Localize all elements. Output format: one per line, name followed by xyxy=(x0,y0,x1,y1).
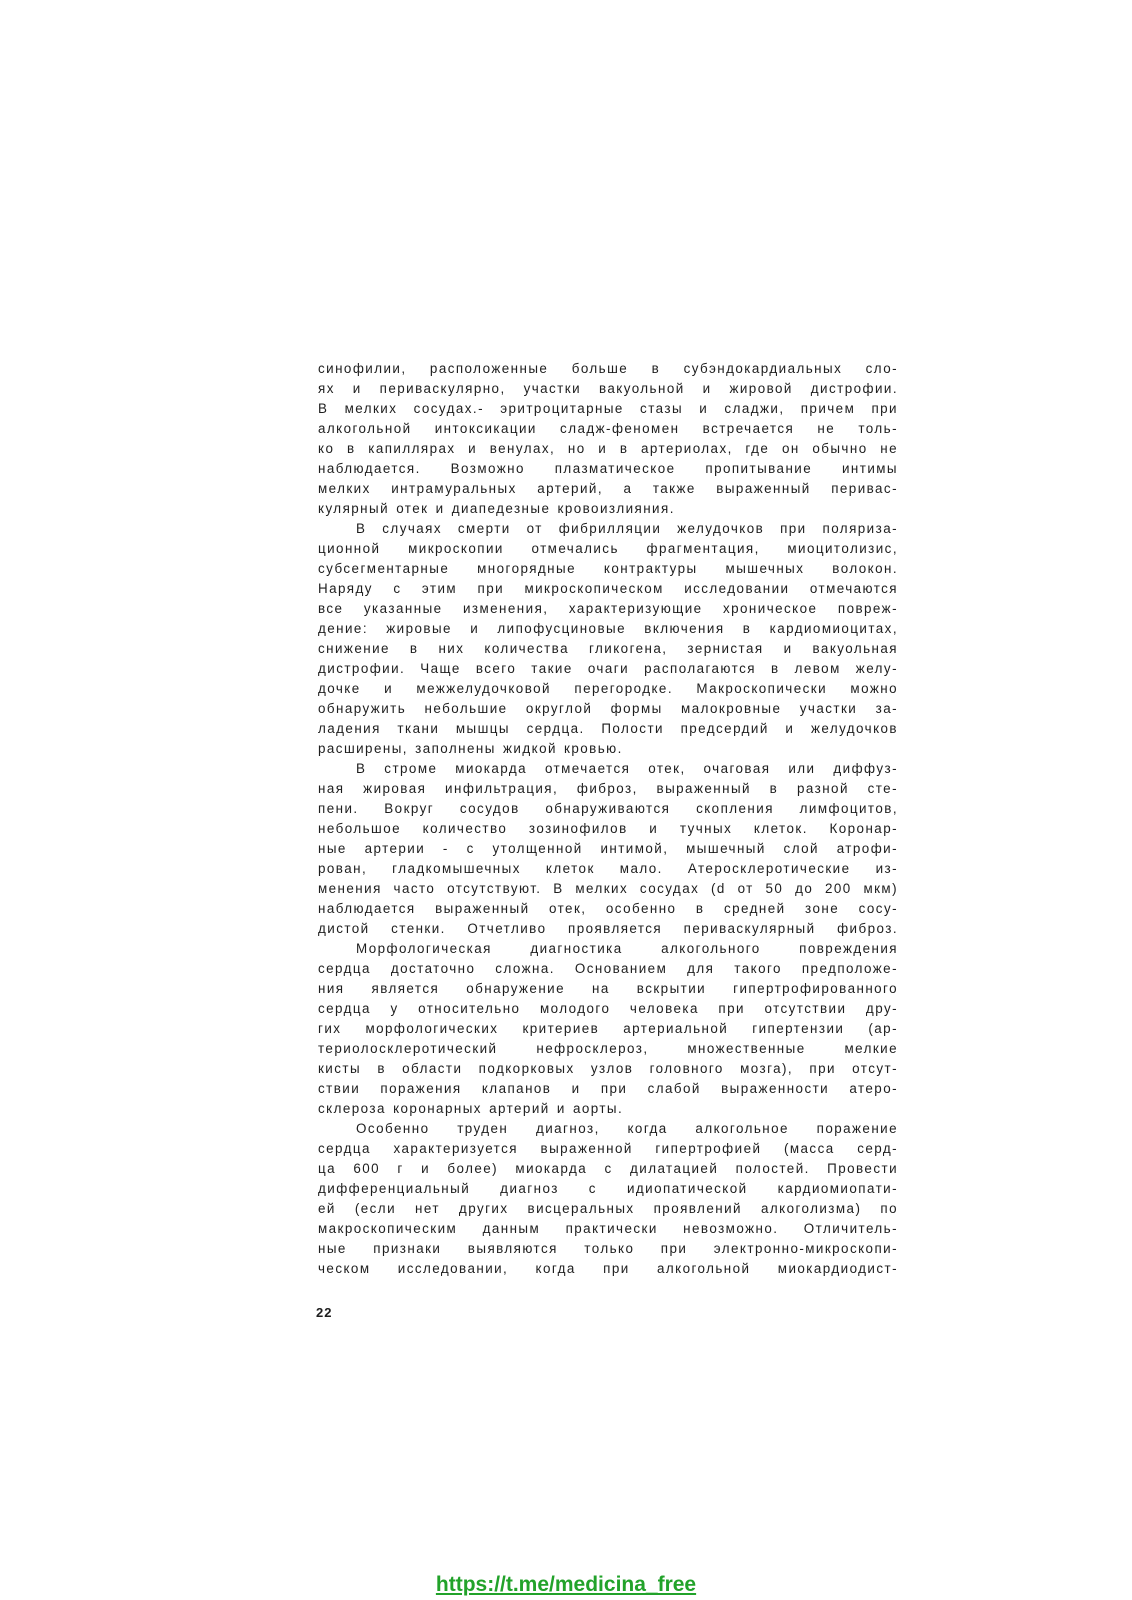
text-line: ей (если нет других висцеральных проявлений алкоголизма) по xyxy=(318,1201,898,1216)
text-line: ционной микроскопии отмечались фрагментация, миоцитолизис, xyxy=(318,541,898,556)
text-line: ная жировая инфильтрация, фиброз, выраженный в разной сте- xyxy=(318,781,898,796)
text-line: ствии поражения клапанов и при слабой выраженности атеро- xyxy=(318,1081,898,1096)
text-line: обнаружить небольшие округлой формы малокровные участки за- xyxy=(318,701,898,716)
text-line: дифференциальный диагноз с идиопатической кардиомиопати- xyxy=(318,1181,898,1196)
text-line: пени. Вокруг сосудов обнаруживаются скопления лимфоцитов, xyxy=(318,801,898,816)
text-line: макроскопическим данным практически невозможно. Отличитель- xyxy=(318,1221,898,1236)
text-line: дение: жировые и липофусциновые включения в кардиомиоцитах, xyxy=(318,621,898,636)
text-line: субсегментарные многорядные контрактуры мышечных волокон. xyxy=(318,561,898,576)
text-line: дочке и межжелудочковой перегородке. Макроскопически можно xyxy=(318,681,898,696)
paragraph-end-line: кулярный отек и диапедезные кровоизлияния. xyxy=(318,501,675,516)
text-line: ладения ткани мышцы сердца. Полости предсердий и желудочков xyxy=(318,721,898,736)
text-line: ния является обнаружение на вскрытии гипертрофированного xyxy=(318,981,898,996)
telegram-link[interactable]: https://t.me/medicina_free xyxy=(435,1573,697,1596)
text-line: мелких интрамуральных артерий, а также выраженный перивас- xyxy=(318,481,898,496)
paragraph-end-line: склероза коронарных артерий и аорты. xyxy=(318,1101,624,1116)
paragraph-start-line: В строме миокарда отмечается отек, очаговая или диффуз- xyxy=(356,761,898,776)
text-line: ях и периваскулярно, участки вакуольной и жировой дистрофии. xyxy=(318,381,898,396)
text-line: наблюдается выраженный отек, особенно в средней зоне сосу- xyxy=(318,901,898,916)
paragraph-end-line: расширены, заполнены жидкой кровью. xyxy=(318,741,623,756)
text-line: ные признаки выявляются только при электронно-микроскопи- xyxy=(318,1241,898,1256)
paragraph-start-line: Особенно труден диагноз, когда алкогольное поражение xyxy=(356,1121,898,1136)
text-line: дистрофии. Чаще всего такие очаги располагаются в левом желу- xyxy=(318,661,898,676)
text-line: снижение в них количества гликогена, зернистая и вакуольная xyxy=(318,641,898,656)
page-number: 22 xyxy=(316,1305,333,1320)
text-line: небольшое количество зозинофилов и тучных клеток. Коронар- xyxy=(318,821,898,836)
text-line: все указанные изменения, характеризующие хроническое повреж- xyxy=(318,601,898,616)
text-line: сердца у относительно молодого человека при отсутствии дру- xyxy=(318,1001,898,1016)
text-line: сердца характеризуется выраженной гипертрофией (масса серд- xyxy=(318,1141,898,1156)
text-line: ческом исследовании, когда при алкогольной миокардиодист- xyxy=(318,1261,898,1276)
text-line: ца 600 г и более) миокарда с дилатацией полостей. Провести xyxy=(318,1161,898,1176)
text-line: синофилии, расположенные больше в субэндокардиальных сло- xyxy=(318,361,898,376)
text-line: ные артерии - с утолщенной интимой, мышечный слой атрофи- xyxy=(318,841,898,856)
text-line: ко в капиллярах и венулах, но и в артериолах, где он обычно не xyxy=(318,441,898,456)
text-line: Наряду с этим при микроскопическом исследовании отмечаются xyxy=(318,581,898,596)
text-line: алкогольной интоксикации сладж-феномен встречается не толь- xyxy=(318,421,898,436)
text-line: териолосклеротический нефросклероз, множественные мелкие xyxy=(318,1041,898,1056)
text-line: наблюдается. Возможно плазматическое пропитывание интимы xyxy=(318,461,898,476)
text-line: гих морфологических критериев артериальной гипертензии (ар- xyxy=(318,1021,898,1036)
text-line: рован, гладкомышечных клеток мало. Атеросклеротические из- xyxy=(318,861,898,876)
text-line: сердца достаточно сложна. Основанием для такого предположе- xyxy=(318,961,898,976)
paragraph-start-line: В случаях смерти от фибрилляции желудочков при поляриза- xyxy=(356,521,898,536)
text-line: менения часто отсутствуют. В мелких сосудах (d от 50 до 200 мкм) xyxy=(318,881,898,896)
text-line: В мелких сосудах.- эритроцитарные стазы и сладжи, причем при xyxy=(318,401,898,416)
paragraph-start-line: Морфологическая диагностика алкогольного повреждения xyxy=(356,941,898,956)
text-line: дистой стенки. Отчетливо проявляется периваскулярный фиброз. xyxy=(318,921,898,936)
body-text xyxy=(318,359,898,1279)
text-line: кисты в области подкорковых узлов головного мозга), при отсут- xyxy=(318,1061,898,1076)
